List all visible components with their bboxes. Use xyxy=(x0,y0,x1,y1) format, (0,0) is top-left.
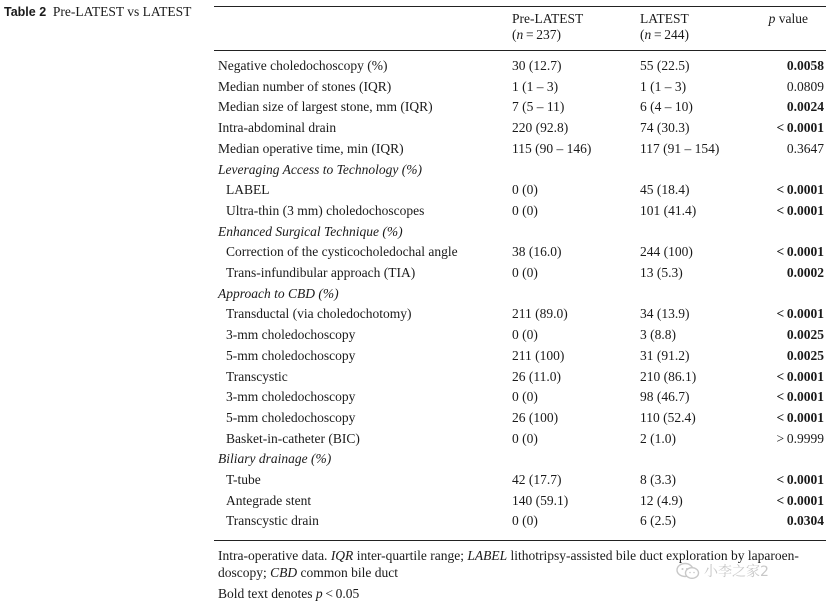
row-label: Median operative time, min (IQR) xyxy=(218,140,404,156)
table-caption xyxy=(4,3,194,21)
cell-latest: 210 (86.1) xyxy=(640,368,697,384)
table-section-row xyxy=(214,284,826,305)
cell-latest: 13 (5.3) xyxy=(640,265,683,280)
cell-pre-latest: 26 (100) xyxy=(512,409,559,425)
table-section-row xyxy=(214,160,826,181)
table-row xyxy=(214,346,826,367)
table-row xyxy=(214,367,826,388)
cell-latest: 8 (3.3) xyxy=(640,472,676,487)
col-header-latest-name: LATEST xyxy=(640,11,689,26)
col-header-pre xyxy=(512,11,583,43)
cell-pre-latest: 38 (16.0) xyxy=(512,244,562,260)
row-label: Transcystic drain xyxy=(226,513,319,529)
row-label: Antegrade stent xyxy=(226,492,312,508)
table-row xyxy=(214,180,826,201)
cell-p-value: 0.0304 xyxy=(786,513,824,529)
cell-p-value: < 0.0001 xyxy=(776,120,824,136)
cell-pre-latest: 26 (11.0) xyxy=(512,368,561,384)
cell-p-value: < 0.0001 xyxy=(776,389,824,405)
table-row xyxy=(214,325,826,346)
cell-p-value: < 0.0001 xyxy=(776,306,824,322)
col-header-pre-name: Pre-LATEST xyxy=(512,11,584,26)
cell-pre-latest: 7 (5 – 11) xyxy=(512,99,565,115)
table-row xyxy=(214,263,826,284)
table-row xyxy=(214,139,826,160)
row-label: Intra-abdominal drain xyxy=(218,120,337,136)
cell-latest: 101 (41.4) xyxy=(640,202,697,218)
cell-p-value: 0.0025 xyxy=(786,327,824,343)
note-abbr-label: LABEL xyxy=(467,548,508,563)
table-label: Table 2 xyxy=(4,5,47,19)
row-label: 3-mm choledochoscopy xyxy=(226,389,356,405)
note-p: p xyxy=(315,586,323,601)
cell-pre-latest: 115 (90 – 146) xyxy=(512,140,592,156)
table-section-row xyxy=(214,449,826,470)
table-row xyxy=(214,429,826,450)
row-label: Basket-in-catheter (BIC) xyxy=(226,430,360,446)
cell-latest: 1 (1 – 3) xyxy=(640,78,687,94)
cell-p-value: < 0.0001 xyxy=(776,368,824,384)
table-row xyxy=(214,491,826,512)
cell-latest: 98 (46.7) xyxy=(640,389,690,405)
cell-pre-latest: 30 (12.7) xyxy=(512,58,562,73)
cell-p-value: 0.0024 xyxy=(786,99,824,115)
cell-p-value: < 0.0001 xyxy=(776,202,824,218)
row-label: LABEL xyxy=(226,182,270,198)
cell-p-value: < 0.0001 xyxy=(776,472,824,487)
row-label: Median number of stones (IQR) xyxy=(218,78,392,94)
note-text: inter-quartile range; xyxy=(353,548,468,563)
cell-latest: 31 (91.2) xyxy=(640,347,690,363)
row-label: Biliary drainage (%) xyxy=(218,451,332,467)
note-abbr-iqr: IQR xyxy=(330,548,354,563)
cell-latest: 74 (30.3) xyxy=(640,120,690,136)
cell-p-value: 0.3647 xyxy=(786,140,824,156)
row-label: Leveraging Access to Technology (%) xyxy=(218,161,422,177)
col-header-p xyxy=(769,11,808,27)
header-rule xyxy=(214,50,826,51)
cell-latest: 110 (52.4) xyxy=(640,409,696,425)
cell-pre-latest: 0 (0) xyxy=(512,513,538,529)
row-label: Transcystic xyxy=(226,368,288,384)
table-row xyxy=(214,201,826,222)
table-title: Pre-LATEST vs LATEST xyxy=(52,4,192,19)
table-row xyxy=(214,387,826,408)
footnote-bold xyxy=(218,585,826,602)
cell-pre-latest: 0 (0) xyxy=(512,202,538,218)
cell-latest: 6 (4 – 10) xyxy=(640,99,693,115)
table-row xyxy=(214,470,826,491)
note-abbr-cbd: CBD xyxy=(270,565,298,580)
note-text: < 0.05 xyxy=(322,586,360,601)
cell-pre-latest: 0 (0) xyxy=(512,182,538,198)
cell-pre-latest: 220 (92.8) xyxy=(512,120,569,136)
cell-p-value: 0.0809 xyxy=(786,78,824,94)
table-row xyxy=(214,56,826,77)
wechat-icon xyxy=(676,562,700,580)
cell-latest: 3 (8.8) xyxy=(640,327,676,343)
note-text: common bile duct xyxy=(297,565,398,580)
table-row xyxy=(214,118,826,139)
table-row xyxy=(214,511,826,532)
table-row xyxy=(214,408,826,429)
cell-latest: 2 (1.0) xyxy=(640,430,676,446)
col-header-latest-n: (n = 244) xyxy=(640,27,690,42)
cell-p-value: < 0.0001 xyxy=(776,409,824,425)
cell-p-value: < 0.0001 xyxy=(776,244,824,260)
row-label: Median size of largest stone, mm (IQR) xyxy=(218,99,433,115)
cell-pre-latest: 0 (0) xyxy=(512,389,538,405)
note-text: lithotripsy-assisted bile duct exploration by laparoen-doscopy; xyxy=(218,548,799,580)
row-label: T-tube xyxy=(226,472,261,487)
cell-pre-latest: 211 (89.0) xyxy=(512,306,568,322)
row-label: Approach to CBD (%) xyxy=(218,285,339,301)
cell-latest: 34 (13.9) xyxy=(640,306,690,322)
cell-pre-latest: 42 (17.7) xyxy=(512,472,562,487)
cell-p-value: 0.0002 xyxy=(786,265,824,280)
col-header-latest xyxy=(640,11,689,43)
table-section-row xyxy=(214,222,826,243)
top-rule xyxy=(214,6,826,7)
row-label: 5-mm choledochoscopy xyxy=(226,347,356,363)
cell-latest: 244 (100) xyxy=(640,244,693,260)
table-row xyxy=(214,242,826,263)
cell-pre-latest: 0 (0) xyxy=(512,327,538,343)
row-label: Trans-infundibular approach (TIA) xyxy=(226,265,416,280)
table-row xyxy=(214,97,826,118)
cell-latest: 12 (4.9) xyxy=(640,492,683,508)
watermark-text: 小李之家2 xyxy=(704,564,769,580)
row-label: Transductal (via choledochotomy) xyxy=(226,306,412,322)
note-text: Bold text denotes xyxy=(218,586,316,601)
table-row xyxy=(214,77,826,98)
cell-pre-latest: 1 (1 – 3) xyxy=(512,78,559,94)
row-label: Correction of the cysticocholedochal angle xyxy=(226,244,458,260)
cell-latest: 45 (18.4) xyxy=(640,182,690,198)
row-label: Enhanced Surgical Technique (%) xyxy=(218,223,403,239)
bottom-rule xyxy=(214,540,826,541)
row-label: Ultra-thin (3 mm) choledochoscopes xyxy=(226,202,425,218)
cell-p-value: > 0.9999 xyxy=(776,430,824,446)
cell-p-value: 0.0025 xyxy=(786,347,824,363)
note-text: Intra-operative data. xyxy=(218,548,331,563)
cell-latest: 117 (91 – 154) xyxy=(640,140,720,156)
col-header-p-label: p value xyxy=(768,11,808,26)
cell-pre-latest: 140 (59.1) xyxy=(512,492,569,508)
cell-latest: 55 (22.5) xyxy=(640,58,690,73)
cell-pre-latest: 211 (100) xyxy=(512,347,565,363)
row-label: Negative choledochoscopy (%) xyxy=(218,58,388,73)
cell-p-value: < 0.0001 xyxy=(776,182,824,198)
cell-pre-latest: 0 (0) xyxy=(512,430,538,446)
cell-pre-latest: 0 (0) xyxy=(512,265,538,280)
cell-latest: 6 (2.5) xyxy=(640,513,676,529)
col-header-pre-n: (n = 237) xyxy=(512,27,562,42)
row-label: 5-mm choledochoscopy xyxy=(226,409,356,425)
cell-p-value: < 0.0001 xyxy=(776,492,824,508)
row-label: 3-mm choledochoscopy xyxy=(226,327,356,343)
table-row xyxy=(214,304,826,325)
watermark xyxy=(676,560,769,582)
cell-p-value: 0.0058 xyxy=(786,58,824,73)
